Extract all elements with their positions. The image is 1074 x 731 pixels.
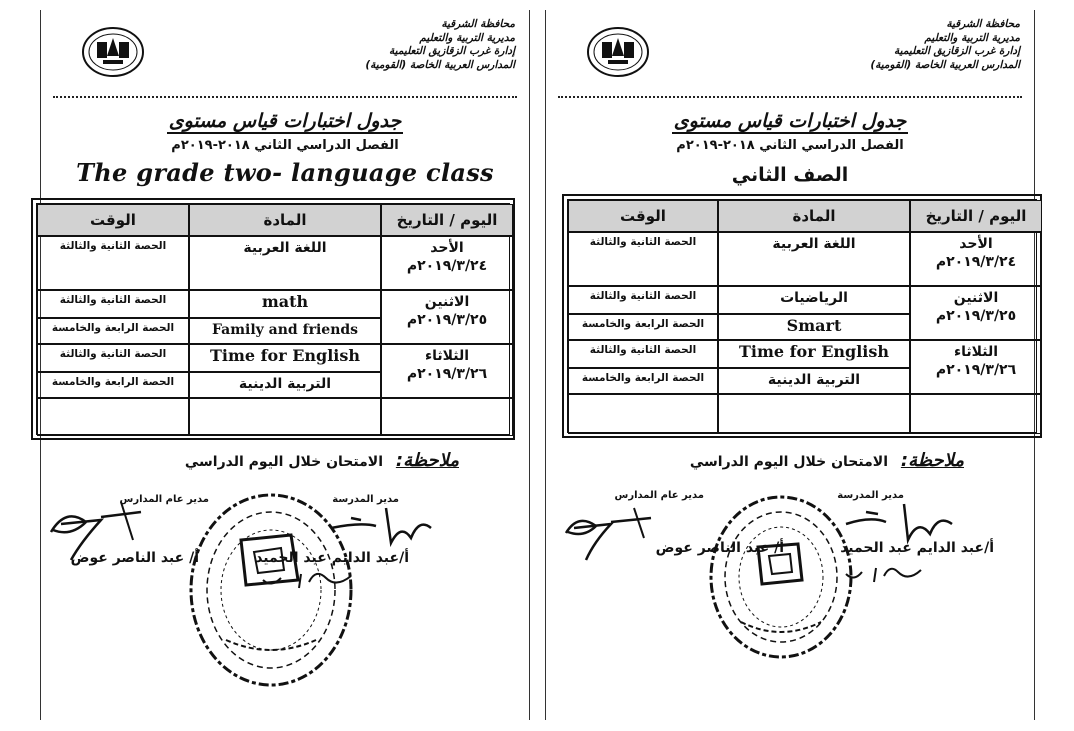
table-row-day: الأحد ٢٠١٩/٣/٢٤م <box>381 236 513 290</box>
note-label: ملاحظة: <box>395 450 459 471</box>
header-administration: إدارة غرب الزقازيق التعليمية <box>894 45 1020 57</box>
table-row-day: الاثنين ٢٠١٩/٣/٢٥م <box>910 286 1042 340</box>
class-title: الصف الثاني <box>731 164 849 186</box>
empty-cell <box>381 398 513 436</box>
class-title: The grade two- language class <box>76 158 494 187</box>
subject-cell: اللغة العربية <box>718 232 910 286</box>
general-manager-title: مدير عام المدارس <box>614 490 704 501</box>
school-manager-title: مدير المدرسة <box>332 494 399 505</box>
time-cell: الحصة الرابعة والخامسة <box>37 372 189 398</box>
header-governorate: محافظة الشرقية <box>946 18 1020 30</box>
subject-cell: التربية الدينية <box>189 372 381 398</box>
subject-cell: Time for English <box>718 340 910 368</box>
table-row-day: الاثنين ٢٠١٩/٣/٢٥م <box>381 290 513 344</box>
header-block <box>365 18 515 72</box>
exam-schedule-table <box>562 194 1042 438</box>
school-manager-title: مدير المدرسة <box>837 490 904 501</box>
note-line <box>185 450 459 471</box>
col-header-day-date: اليوم / التاريخ <box>381 204 513 236</box>
col-header-subject: المادة <box>718 200 910 232</box>
general-manager-name: أ/ عبد الناصر عوض <box>655 540 784 556</box>
table-row-day: الثلاثاء ٢٠١٩/٣/٢٦م <box>910 340 1042 394</box>
note-text: الامتحان خلال اليوم الدراسي <box>184 454 383 470</box>
time-cell: الحصة الثانية والثالثة <box>37 290 189 318</box>
exam-schedule-table <box>31 198 515 440</box>
col-header-time: الوقت <box>37 204 189 236</box>
note-label: ملاحظة: <box>900 450 964 471</box>
time-cell: الحصة الثانية والثالثة <box>568 232 718 286</box>
school-manager-name: أ/عبد الدايم عبد الحميد <box>840 540 994 556</box>
general-manager-name: أ/ عبد الناصر عوض <box>70 550 199 566</box>
left-sheet <box>40 10 530 720</box>
time-cell: الحصة الرابعة والخامسة <box>568 314 718 340</box>
general-manager-title: مدير عام المدارس <box>119 494 209 505</box>
time-cell: الحصة الثانية والثالثة <box>568 286 718 314</box>
school-logo-icon <box>81 26 145 78</box>
school-logo-icon <box>586 26 650 78</box>
general-manager-signature-icon <box>41 502 171 582</box>
header-block <box>870 18 1020 72</box>
dotted-divider <box>558 96 1022 98</box>
header-schools: المدارس العربية الخاصة (القومية) <box>365 58 515 71</box>
semester-label: الفصل الدراسي الثاني ٢٠١٨-٢٠١٩م <box>676 138 904 153</box>
right-sheet <box>545 10 1035 720</box>
header-schools: المدارس العربية الخاصة (القومية) <box>870 58 1020 71</box>
table-row-day: الثلاثاء ٢٠١٩/٣/٢٦م <box>381 344 513 398</box>
time-cell: الحصة الثانية والثالثة <box>37 236 189 290</box>
date-scribble-icon <box>836 562 936 590</box>
header-administration: إدارة غرب الزقازيق التعليمية <box>389 45 515 57</box>
header-directorate: مديرية التربية والتعليم <box>924 31 1020 44</box>
school-manager-name: أ/عبد الدايم عبد الحميد <box>255 550 409 566</box>
time-cell: الحصة الرابعة والخامسة <box>37 318 189 344</box>
note-line <box>690 450 964 471</box>
general-manager-signature-icon <box>556 508 676 578</box>
note-text: الامتحان خلال اليوم الدراسي <box>689 454 888 470</box>
subject-cell: Time for English <box>189 344 381 372</box>
subject-cell: اللغة العربية <box>189 236 381 290</box>
header-directorate: مديرية التربية والتعليم <box>419 31 515 44</box>
school-manager-signature-icon <box>291 498 441 558</box>
dotted-divider <box>53 96 517 98</box>
subject-cell: Smart <box>718 314 910 340</box>
empty-cell <box>189 398 381 436</box>
subject-cell: الرياضيات <box>718 286 910 314</box>
schedule-title: جدول اختبارات قياس مستوى <box>168 110 402 132</box>
subject-cell: math <box>189 290 381 318</box>
table-row-day: الأحد ٢٠١٩/٣/٢٤م <box>910 232 1042 286</box>
date-scribble-icon <box>241 566 381 596</box>
time-cell: الحصة الرابعة والخامسة <box>568 368 718 394</box>
semester-label: الفصل الدراسي الثاني ٢٠١٨-٢٠١٩م <box>171 138 399 153</box>
header-governorate: محافظة الشرقية <box>441 18 515 30</box>
empty-cell <box>718 394 910 434</box>
empty-cell <box>910 394 1042 434</box>
time-cell: الحصة الثانية والثالثة <box>568 340 718 368</box>
subject-cell: Family and friends <box>189 318 381 344</box>
empty-cell <box>37 398 189 436</box>
subject-cell: التربية الدينية <box>718 368 910 394</box>
col-header-subject: المادة <box>189 204 381 236</box>
school-manager-signature-icon <box>826 496 966 556</box>
col-header-time: الوقت <box>568 200 718 232</box>
col-header-day-date: اليوم / التاريخ <box>910 200 1042 232</box>
schedule-title: جدول اختبارات قياس مستوى <box>673 110 907 132</box>
empty-cell <box>568 394 718 434</box>
time-cell: الحصة الثانية والثالثة <box>37 344 189 372</box>
